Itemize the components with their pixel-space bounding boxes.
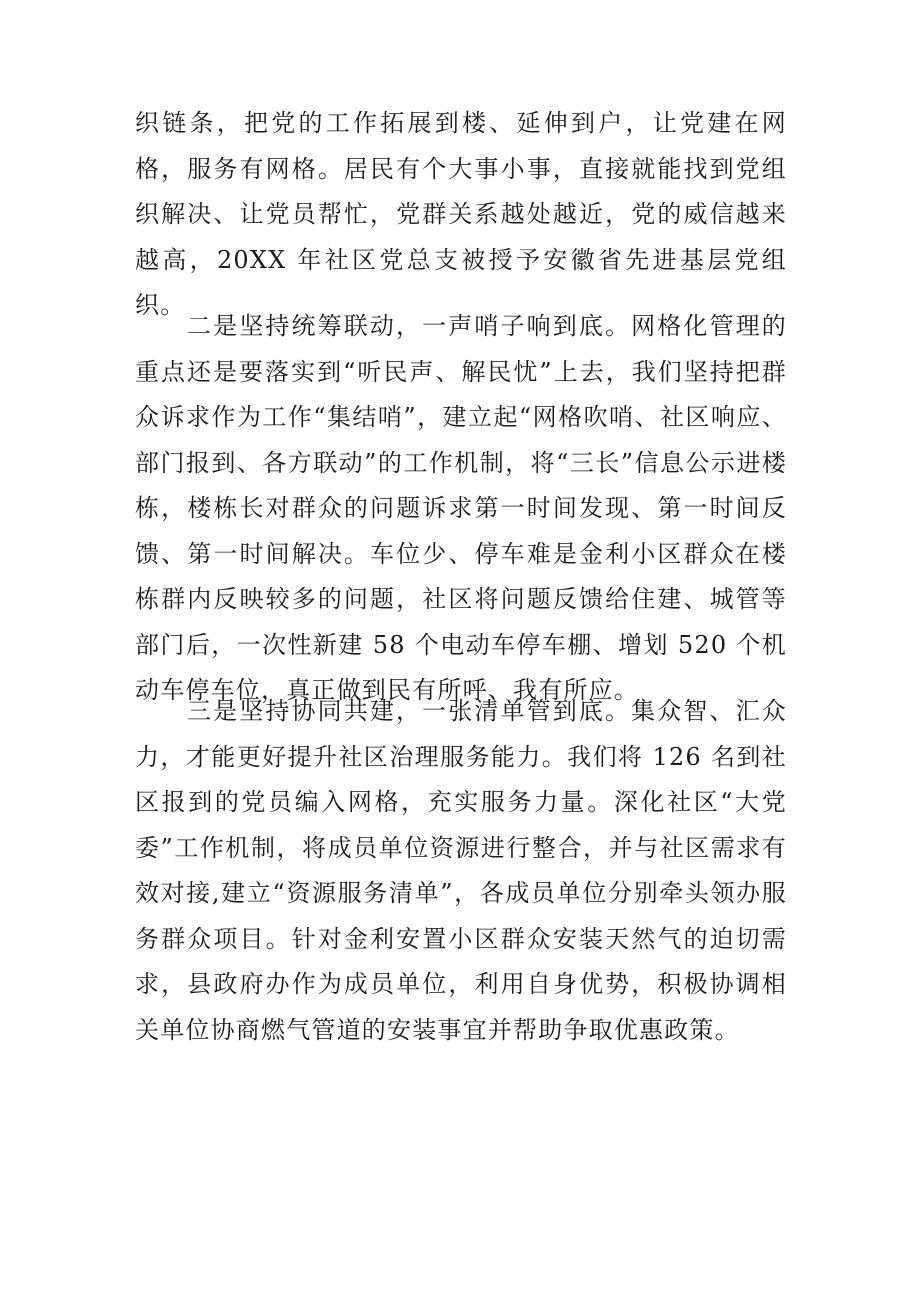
paragraph-collaborative-building: 三是坚持协同共建，一张清单管到底。集众智、汇众力，才能更好提升社区治理服务能力。我们将 126 名到社区报到的党员编入网格，充实服务力量。深化社区“大党委”工作机制，将成员单位资源进行整合，并与社区需求有效对接,建立“资源服务清单”，各成员单位分别牵头领办服务群众项目。针对金利安置小区群众安装天然气的迫切需求，县政府办作为成员单位，利用自身优势，积极协调相关单位协商燃气管道的安装事宜并帮助争取优惠政策。	[135, 697, 787, 1044]
paragraph-coordinated-linkage: 二是坚持统筹联动，一声哨子响到底。网格化管理的重点还是要落实到“听民声、解民忧”上去，我们坚持把群众诉求作为工作“集结哨”，建立起“网格吹哨、社区响应、部门报到、各方联动”的工作机制，将“三长”信息公示进楼栋，楼栋长对群众的问题诉求第一时间发现、第一时间反馈、第一时间解决。车位少、停车难是金利小区群众在楼栋群内反映较多的问题，社区将问题反馈给住建、城管等部门后，一次性新建 58 个电动车停车棚、增划 520 个机动车停车位，真正做到民有所呼、我有所应。	[135, 312, 787, 704]
paragraph-continuation: 织链条，把党的工作拓展到楼、延伸到户，让党建在网格，服务有网格。居民有个大事小事，直接就能找到党组织解决、让党员帮忙，党群关系越处越近，党的威信越来越高，20XX 年社区党总支被授予安徽省先进基层党组织。	[135, 109, 787, 319]
